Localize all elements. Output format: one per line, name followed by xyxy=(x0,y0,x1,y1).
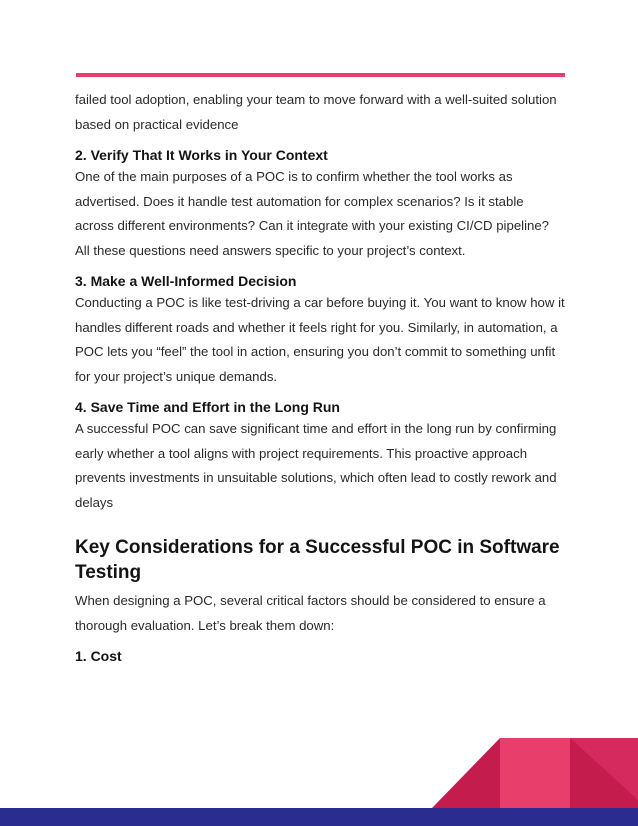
item-2-body: One of the main purposes of a POC is to confirm whether the tool works as advertised. Does it handle test automation for complex scenarios? Is it stable across different environments? Can it integrate with your existing CI/CD pipeline? All these questions need answers specific to your project’s context. xyxy=(75,169,550,258)
footer-block-pink xyxy=(500,738,570,808)
section-title: Key Considerations for a Successful POC in Software Testing xyxy=(75,537,560,583)
footer-triangle-dark xyxy=(432,738,500,808)
page-content xyxy=(75,88,565,666)
item-4-body: A successful POC can save significant time and effort in the long run by confirming early whether a tool aligns with project requirements. This proactive approach prevents investments in unsuitable solutions, which often lead to costly rework and delays xyxy=(75,421,557,510)
footer-decoration xyxy=(0,738,638,826)
cost-heading: 1. Cost xyxy=(75,648,122,664)
item-3-body: Conducting a POC is like test-driving a car before buying it. You want to know how it handles different roads and whether it feels right for you. Similarly, in automation, a POC lets you “feel” the tool in action, ensuring you don’t commit to something unfit for your project’s unique demands. xyxy=(75,295,565,384)
item-4-heading: 4. Save Time and Effort in the Long Run xyxy=(75,399,340,415)
item-3-heading: 3. Make a Well-Informed Decision xyxy=(75,273,297,289)
section-intro: When designing a POC, several critical factors should be considered to ensure a thorough evaluation. Let’s break them down: xyxy=(75,593,546,633)
intro-paragraph: failed tool adoption, enabling your team to move forward with a well-suited solution based on practical evidence xyxy=(75,92,557,132)
item-2-heading: 2. Verify That It Works in Your Context xyxy=(75,147,328,163)
top-accent-rule xyxy=(76,73,565,77)
footer-bar xyxy=(0,808,638,826)
